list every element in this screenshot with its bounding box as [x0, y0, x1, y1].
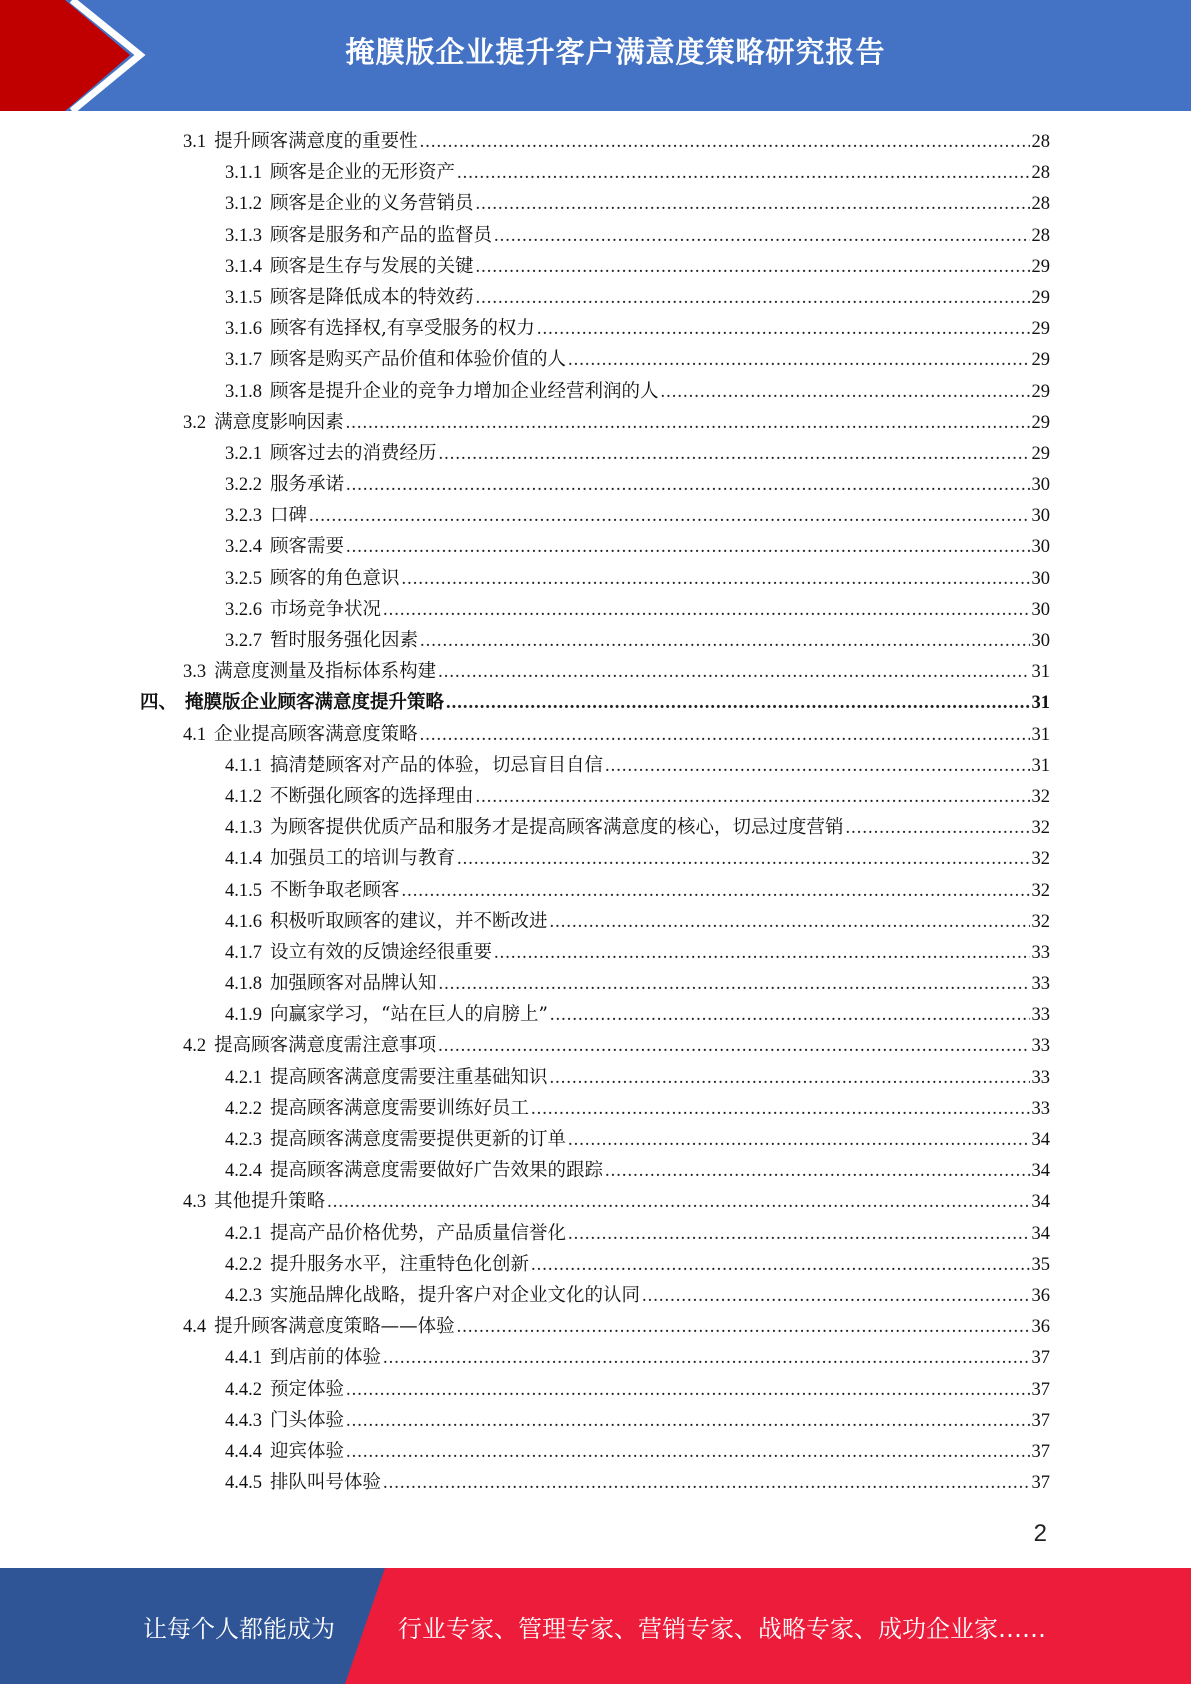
toc-entry-page: 31 [1031, 662, 1050, 683]
toc-entry-title: 提高产品价格优势，产品质量信誉化 [270, 1222, 567, 1244]
toc-entry-number: 4.1.1 [225, 755, 262, 776]
toc-entry-page: 31 [1031, 693, 1050, 714]
toc-dot-leader [309, 501, 1029, 532]
page-number: 2 [1033, 1520, 1047, 1547]
toc-entry-page: 28 [1031, 225, 1050, 246]
toc-entry[interactable] [140, 1218, 1050, 1249]
toc-entry-number: 3.1 [183, 132, 207, 152]
toc-dot-leader [446, 688, 1029, 719]
toc-dot-leader [383, 595, 1029, 626]
toc-entry[interactable] [140, 438, 1050, 469]
toc-entry-number: 3.2.4 [225, 537, 262, 558]
toc-entry-title: 提高顾客满意度需注意事项 [214, 1035, 437, 1057]
toc-entry-page: 33 [1031, 1036, 1050, 1057]
toc-dot-leader [537, 314, 1030, 345]
toc-entry-page: 31 [1031, 755, 1050, 776]
toc-entry-title: 顾客是降低成本的特效药 [270, 286, 474, 308]
toc-entry[interactable] [140, 126, 1050, 157]
toc-entry-page: 30 [1031, 506, 1050, 527]
toc-entry[interactable] [140, 282, 1050, 313]
toc-entry-number: 4.1.4 [225, 849, 262, 870]
toc-dot-leader [476, 782, 1030, 813]
toc-dot-leader [327, 1187, 1029, 1218]
toc-entry-number: 4.2.3 [225, 1285, 262, 1306]
toc-entry-number: 4.4.4 [225, 1441, 262, 1462]
toc-entry[interactable] [140, 750, 1050, 781]
toc-dot-leader [568, 1219, 1029, 1250]
toc-entry[interactable] [140, 188, 1050, 219]
toc-entry-number: 4.2.1 [225, 1067, 262, 1088]
toc-entry-title: 顾客是提升企业的竞争力增加企业经营利润的人 [270, 380, 659, 402]
toc-entry-page: 35 [1031, 1254, 1050, 1275]
toc-entry-number: 3.2.3 [225, 506, 262, 527]
toc-entry[interactable] [140, 1155, 1050, 1186]
toc-entry-number: 3.2.2 [225, 475, 262, 496]
toc-entry-number: 4.1.6 [225, 911, 262, 932]
toc-entry-page: 29 [1031, 443, 1050, 464]
toc-entry-page: 32 [1031, 911, 1050, 932]
toc-entry-number: 3.2.7 [225, 631, 262, 651]
toc-entry[interactable] [140, 531, 1050, 562]
toc-entry-number: 4.2.3 [225, 1130, 262, 1150]
toc-dot-leader [846, 813, 1030, 844]
toc-entry-number: 3.1.3 [225, 225, 262, 246]
toc-entry-page: 30 [1031, 475, 1050, 496]
toc-dot-leader [531, 1250, 1029, 1281]
toc-entry[interactable] [140, 1249, 1050, 1280]
toc-entry-page: 28 [1031, 132, 1050, 152]
toc-entry[interactable] [140, 1062, 1050, 1093]
toc-entry[interactable] [140, 625, 1050, 656]
toc-entry-title: 企业提高顾客满意度策略 [214, 723, 418, 745]
toc-entry-number: 4.2.2 [225, 1254, 262, 1275]
toc-dot-leader [494, 938, 1029, 969]
toc-entry-title: 顾客过去的消费经历 [270, 442, 437, 464]
toc-entry-page: 32 [1031, 818, 1050, 839]
toc-entry-title: 不断强化顾客的选择理由 [270, 785, 474, 807]
toc-entry[interactable] [140, 781, 1050, 812]
toc-entry[interactable] [140, 656, 1050, 687]
toc-entry[interactable] [140, 157, 1050, 188]
toc-entry-number: 3.2 [183, 412, 207, 433]
toc-dot-leader [402, 564, 1030, 595]
toc-entry-title: 市场竞争状况 [270, 598, 382, 620]
toc-entry-title: 顾客是生存与发展的关键 [270, 255, 474, 277]
toc-dot-leader [550, 907, 1030, 938]
toc-entry-title: 搞清楚顾客对产品的体验，切忌盲目自信 [270, 754, 604, 776]
toc-entry-title: 不断争取老顾客 [270, 879, 400, 901]
toc-entry[interactable] [140, 1405, 1050, 1436]
toc-entry[interactable] [140, 937, 1050, 968]
toc-entry-title: 暂时服务强化因素 [270, 630, 419, 651]
toc-entry-page: 29 [1031, 350, 1050, 371]
footer-slogan-left: 让每个人都能成为 [143, 1614, 335, 1643]
toc-entry-title: 掩膜版企业顾客满意度提升策略 [185, 692, 445, 714]
toc-dot-leader [476, 189, 1030, 220]
toc-dot-leader [550, 1063, 1030, 1094]
toc-entry-title: 加强顾客对品牌认知 [270, 973, 437, 995]
toc-entry-page: 29 [1031, 256, 1050, 277]
toc-entry-title: 满意度影响因素 [214, 411, 344, 433]
toc-dot-leader [568, 345, 1029, 376]
toc-dot-leader [605, 751, 1029, 782]
toc-entry[interactable] [140, 313, 1050, 344]
toc-entry-number: 四、 [140, 693, 178, 714]
toc-entry[interactable] [140, 1186, 1050, 1217]
toc-entry-page: 29 [1031, 287, 1050, 308]
toc-entry-number: 3.1.5 [225, 287, 262, 308]
toc-entry[interactable] [140, 344, 1050, 375]
toc-entry-page: 34 [1031, 1223, 1050, 1244]
toc-entry-page: 37 [1031, 1441, 1050, 1462]
toc-entry-title: 提高顾客满意度需要注重基础知识 [270, 1066, 548, 1088]
toc-entry-page: 32 [1031, 849, 1050, 870]
toc-dot-leader [346, 1375, 1029, 1406]
toc-entry-title: 顾客是购买产品价值和体验价值的人 [270, 349, 567, 371]
toc-entry-title: 顾客有选择权,有享受服务的权力 [270, 318, 535, 340]
toc-entry-title: 满意度测量及指标体系构建 [214, 661, 437, 683]
toc-entry[interactable] [140, 220, 1050, 251]
toc-dot-leader [605, 1156, 1029, 1187]
toc-entry-title: 提升顾客满意度策略——体验 [214, 1316, 455, 1338]
toc-entry[interactable] [140, 999, 1050, 1030]
toc-entry-number: 3.1.2 [225, 194, 262, 215]
toc-entry-page: 33 [1031, 1005, 1050, 1026]
toc-entry[interactable] [140, 1311, 1050, 1342]
toc-entry-number: 4.4.2 [225, 1379, 262, 1400]
toc-entry-number: 3.1.6 [225, 319, 262, 340]
toc-entry-number: 3.1.4 [225, 256, 262, 277]
toc-entry-title: 为顾客提供优质产品和服务才是提高顾客满意度的核心，切忌过度营销 [270, 817, 844, 839]
toc-entry[interactable] [140, 500, 1050, 531]
toc-entry[interactable] [140, 906, 1050, 937]
toc-entry-number: 4.1 [183, 724, 207, 745]
toc-entry-number: 4.2.1 [225, 1223, 262, 1244]
toc-entry-number: 4.1.5 [225, 880, 262, 901]
toc-dot-leader [438, 657, 1029, 688]
toc-entry-number: 4.4.1 [225, 1348, 262, 1369]
toc-entry-title: 到店前的体验 [270, 1347, 382, 1369]
toc-entry[interactable] [140, 1280, 1050, 1311]
toc-dot-leader [439, 439, 1030, 470]
toc-entry-title: 顾客是服务和产品的监督员 [270, 224, 493, 246]
toc-entry-title: 顾客的角色意识 [270, 567, 400, 589]
toc-entry-number: 3.1.7 [225, 350, 262, 371]
toc-entry[interactable] [140, 1030, 1050, 1061]
toc-entry-title: 其他提升策略 [214, 1191, 326, 1213]
toc-entry[interactable] [140, 1342, 1050, 1373]
toc-entry-page: 29 [1031, 319, 1050, 340]
toc-entry-number: 3.1.8 [225, 381, 262, 402]
chevron-arrow-icon [0, 0, 160, 111]
toc-entry-title: 设立有效的反馈途经很重要 [270, 941, 493, 963]
toc-entry[interactable] [140, 719, 1050, 750]
toc-entry-number: 4.4.3 [225, 1410, 262, 1431]
toc-entry[interactable] [140, 843, 1050, 874]
toc-dot-leader [346, 532, 1029, 563]
header-banner [0, 0, 1191, 111]
toc-entry-page: 33 [1031, 974, 1050, 995]
toc-dot-leader [457, 1312, 1030, 1343]
toc-entry[interactable] [140, 687, 1050, 718]
toc-entry[interactable] [140, 376, 1050, 407]
toc-entry-page: 33 [1031, 942, 1050, 963]
toc-dot-leader [568, 1125, 1029, 1156]
toc-entry-page: 30 [1031, 631, 1050, 651]
toc-entry-title: 向赢家学习，“站在巨人的肩膀上” [270, 1004, 548, 1026]
toc-entry-title: 加强员工的培训与教育 [270, 848, 456, 870]
toc-entry-page: 32 [1031, 880, 1050, 901]
toc-entry-number: 4.3 [183, 1192, 207, 1213]
toc-dot-leader [346, 470, 1029, 501]
toc-entry-number: 3.2.5 [225, 568, 262, 589]
toc-dot-leader [420, 626, 1029, 657]
toc-dot-leader [346, 1406, 1029, 1437]
toc-dot-leader [346, 1437, 1029, 1468]
toc-entry-page: 34 [1031, 1161, 1050, 1182]
footer-slogan-right: 行业专家、管理专家、营销专家、战略专家、成功企业家…… [398, 1614, 1046, 1643]
toc-dot-leader [438, 1031, 1029, 1062]
toc-entry-page: 34 [1031, 1130, 1050, 1150]
toc-entry-page: 28 [1031, 194, 1050, 215]
toc-entry-page: 33 [1031, 1098, 1050, 1119]
toc-entry-page: 37 [1031, 1473, 1050, 1494]
toc-entry-title: 口碑 [270, 505, 308, 527]
toc-entry-title: 排队叫号体验 [270, 1472, 382, 1494]
toc-dot-leader [457, 844, 1029, 875]
toc-entry[interactable] [140, 1374, 1050, 1405]
toc-entry-number: 4.2.2 [225, 1098, 262, 1119]
toc-dot-leader [383, 1468, 1029, 1499]
toc-entry[interactable] [140, 1436, 1050, 1467]
toc-dot-leader [420, 720, 1030, 751]
toc-entry-title: 提高顾客满意度需要提供更新的订单 [270, 1129, 567, 1150]
toc-entry-number: 4.4 [183, 1317, 207, 1338]
toc-dot-leader [420, 127, 1030, 158]
toc-entry-number: 4.1.8 [225, 974, 262, 995]
toc-entry-page: 30 [1031, 599, 1050, 620]
toc-dot-leader [531, 1094, 1029, 1125]
toc-entry[interactable] [140, 469, 1050, 500]
toc-entry-title: 积极听取顾客的建议，并不断改进 [270, 910, 548, 932]
toc-entry[interactable] [140, 251, 1050, 282]
toc-entry-number: 3.1.1 [225, 163, 262, 184]
toc-entry-title: 提升服务水平，注重特色化创新 [270, 1253, 530, 1275]
toc-dot-leader [346, 408, 1030, 439]
toc-dot-leader [550, 1000, 1030, 1031]
toc-entry-title: 服务承诺 [270, 474, 345, 496]
toc-entry-number: 4.4.5 [225, 1473, 262, 1494]
toc-entry-page: 32 [1031, 786, 1050, 807]
footer-banner [0, 1568, 1191, 1684]
toc-entry[interactable] [140, 594, 1050, 625]
toc-dot-leader [476, 252, 1030, 283]
toc-entry-page: 37 [1031, 1410, 1050, 1431]
toc-dot-leader [476, 283, 1030, 314]
toc-entry[interactable] [140, 875, 1050, 906]
toc-entry-page: 29 [1031, 381, 1050, 402]
toc-entry-page: 36 [1031, 1285, 1050, 1306]
toc-entry[interactable] [140, 1093, 1050, 1124]
toc-entry[interactable] [140, 563, 1050, 594]
toc-entry-number: 4.1.9 [225, 1005, 262, 1026]
toc-entry[interactable] [140, 812, 1050, 843]
toc-entry-page: 37 [1031, 1379, 1050, 1400]
toc-dot-leader [402, 876, 1030, 907]
toc-entry-title: 顾客是企业的无形资产 [270, 162, 456, 184]
toc-entry-title: 预定体验 [270, 1378, 345, 1400]
toc-entry-page: 37 [1031, 1348, 1050, 1369]
toc-entry-number: 4.1.3 [225, 818, 262, 839]
table-of-contents [140, 126, 1050, 1498]
toc-entry-number: 4.1.2 [225, 786, 262, 807]
toc-entry[interactable] [140, 968, 1050, 999]
toc-entry-title: 提高顾客满意度需要训练好员工 [270, 1097, 530, 1119]
toc-entry-page: 28 [1031, 163, 1050, 184]
toc-dot-leader [383, 1343, 1029, 1374]
toc-entry-number: 3.2.1 [225, 443, 262, 464]
toc-entry-page: 31 [1031, 724, 1050, 745]
toc-entry-number: 4.2.4 [225, 1161, 262, 1182]
toc-entry[interactable] [140, 1124, 1050, 1155]
toc-dot-leader [457, 158, 1029, 189]
toc-entry-page: 29 [1031, 412, 1050, 433]
toc-entry[interactable] [140, 407, 1050, 438]
page-title: 掩膜版企业提升客户满意度策略研究报告 [345, 34, 886, 69]
toc-entry-number: 3.2.6 [225, 599, 262, 620]
toc-entry-title: 实施品牌化战略，提升客户对企业文化的认同 [270, 1284, 641, 1306]
toc-entry-number: 4.2 [183, 1036, 207, 1057]
toc-dot-leader [661, 377, 1030, 408]
toc-entry-title: 迎宾体验 [270, 1440, 345, 1462]
toc-entry-page: 30 [1031, 568, 1050, 589]
toc-entry-title: 提高顾客满意度需要做好广告效果的跟踪 [270, 1160, 604, 1182]
toc-dot-leader [439, 969, 1030, 1000]
toc-entry-number: 3.3 [183, 662, 207, 683]
toc-entry-page: 33 [1031, 1067, 1050, 1088]
toc-entry-title: 门头体验 [270, 1409, 345, 1431]
toc-entry-title: 顾客是企业的义务营销员 [270, 193, 474, 215]
toc-entry-number: 4.1.7 [225, 942, 262, 963]
toc-entry-title: 顾客需要 [270, 536, 345, 558]
toc-entry-page: 36 [1031, 1317, 1050, 1338]
toc-entry[interactable] [140, 1467, 1050, 1498]
toc-dot-leader [642, 1281, 1029, 1312]
toc-entry-page: 34 [1031, 1192, 1050, 1213]
toc-entry-page: 30 [1031, 537, 1050, 558]
toc-entry-title: 提升顾客满意度的重要性 [214, 131, 418, 152]
toc-dot-leader [494, 221, 1029, 252]
